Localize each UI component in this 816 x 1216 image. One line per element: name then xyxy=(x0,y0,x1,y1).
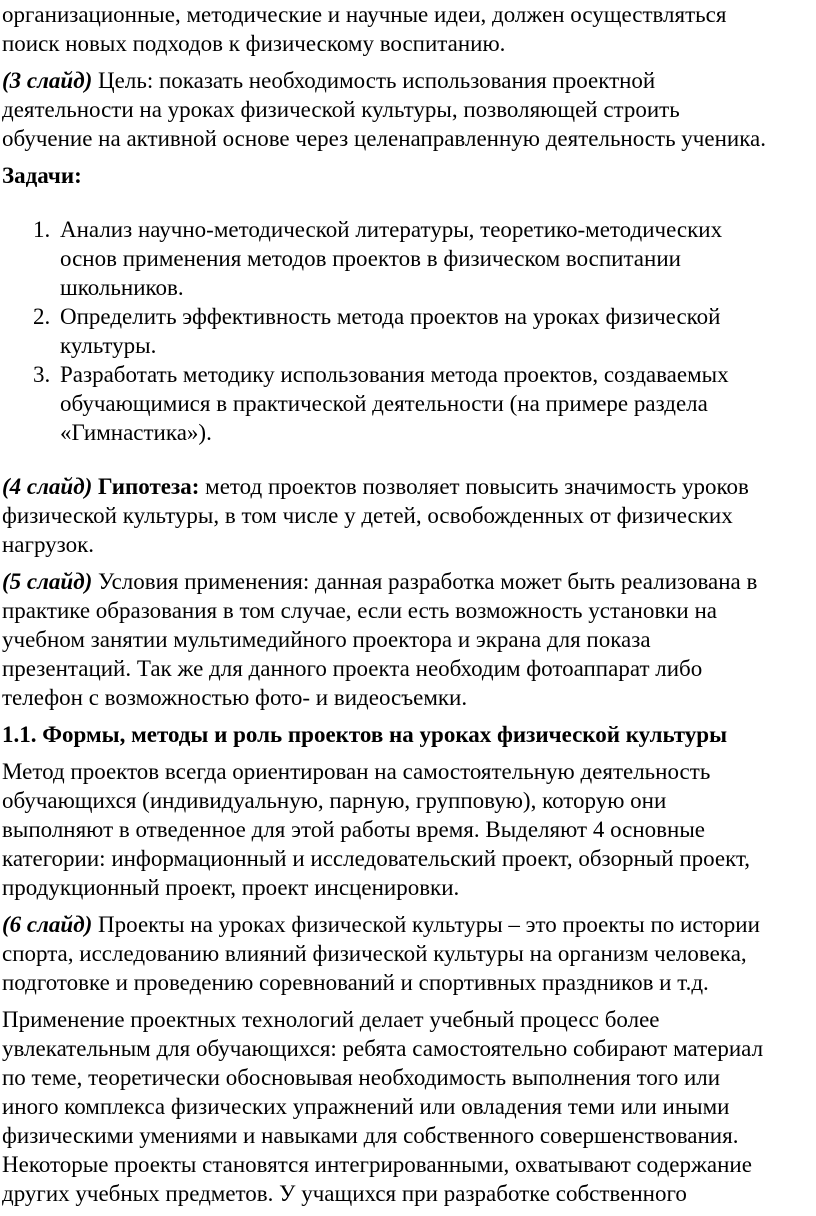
section-heading: 1.1. Формы, методы и роль проектов на уроках физической культуры xyxy=(2,722,728,747)
text-line: Разработать методику использования метода проектов, создаваемых xyxy=(60,362,729,387)
slide6-paragraph xyxy=(2,910,812,997)
text-line: по теме, теоретически обосновывая необходимость выполнения того или xyxy=(2,1065,721,1090)
text-line: презентаций. Так же для данного проекта необходим фотоаппарат либо xyxy=(2,656,703,681)
text-line: других учебных предметов. У учащихся при разработке собственного xyxy=(2,1181,687,1206)
hypothesis-term: Гипотеза: xyxy=(92,474,200,499)
text-line: обучающихся (индивидуальную, парную, групповую), которую они xyxy=(2,788,667,813)
text-line: подготовке и проведению соревнований и спортивных праздников и т.д. xyxy=(2,970,709,995)
text-line: метод проектов позволяет повысить значимость уроков xyxy=(199,474,749,499)
application-paragraph xyxy=(2,1005,812,1208)
text-line: обучение на активной основе через целенаправленную деятельность ученика. xyxy=(2,126,766,151)
list-item xyxy=(2,360,812,447)
list-item xyxy=(2,215,812,302)
text-line: Проекты на уроках физической культуры – это проекты по истории xyxy=(92,912,760,937)
text-line: обучающимися в практической деятельности (на примере раздела xyxy=(60,391,708,416)
text-line: спорта, исследованию влияний физической культуры на организм человека, xyxy=(2,941,747,966)
text-line: физическими умениями и навыками для собственного совершенствования. xyxy=(2,1123,739,1148)
text-line: выполняют в отведенное для этой работы время. Выделяют 4 основные xyxy=(2,817,705,842)
text-line: Анализ научно-методической литературы, теоретико-методических xyxy=(60,217,723,242)
text-line: Некоторые проекты становятся интегрированными, охватывают содержание xyxy=(2,1152,752,1177)
text-line: иного комплекса физических упражнений или овладения теми или иными xyxy=(2,1094,730,1119)
slide-label: (6 слайд) xyxy=(2,912,93,937)
text-line: организационные, методические и научные идеи, должен осуществляться xyxy=(2,2,727,27)
slide-label: (5 слайд) xyxy=(2,569,93,594)
tasks-heading: Задачи: xyxy=(2,163,82,188)
text-line: Цель: показать необходимость использования проектной xyxy=(92,68,656,93)
text-line: Метод проектов всегда ориентирован на самостоятельную деятельность xyxy=(2,759,711,784)
list-number: 3. xyxy=(33,362,51,387)
text-line: увлекательным для обучающихся: ребята самостоятельно собирают материал xyxy=(2,1036,764,1061)
slide4-paragraph xyxy=(2,472,812,559)
text-line: Применение проектных технологий делает учебный процесс более xyxy=(2,1007,660,1032)
methods-paragraph xyxy=(2,757,812,902)
text-line: деятельности на уроках физической культуры, позволяющей строить xyxy=(2,97,680,122)
list-item xyxy=(2,302,812,360)
text-line: школьников. xyxy=(60,275,184,300)
text-line: телефон с возможностью фото- и видеосъемки. xyxy=(2,685,468,710)
slide-label: (4 слайд) xyxy=(2,474,93,499)
list-number: 2. xyxy=(33,304,51,329)
text-line: поиск новых подходов к физическому воспитанию. xyxy=(2,31,506,56)
text-line: Определить эффективность метода проектов на уроках физической xyxy=(60,304,721,329)
text-line: категории: информационный и исследовательский проект, обзорный проект, xyxy=(2,846,751,871)
slide3-paragraph xyxy=(2,66,812,153)
text-line: «Гимнастика»). xyxy=(60,420,212,445)
text-line: продукционный проект, проект инсценировки. xyxy=(2,875,460,900)
document-page xyxy=(2,0,812,1208)
slide5-paragraph xyxy=(2,567,812,712)
text-line: учебном занятии мультимедийного проектора и экрана для показа xyxy=(2,627,651,652)
text-line: основ применения методов проектов в физическом воспитании xyxy=(60,246,681,271)
text-line: физической культуры, в том числе у детей, освобожденных от физических xyxy=(2,503,733,528)
text-line: культуры. xyxy=(60,333,157,358)
intro-paragraph xyxy=(2,0,812,58)
text-line: нагрузок. xyxy=(2,532,95,557)
tasks-list xyxy=(2,215,812,447)
text-line: практике образования в том случае, если есть возможность установки на xyxy=(2,598,717,623)
list-number: 1. xyxy=(33,217,51,242)
slide-label: (3 слайд) xyxy=(2,68,93,93)
text-line: Условия применения: данная разработка может быть реализована в xyxy=(92,569,758,594)
